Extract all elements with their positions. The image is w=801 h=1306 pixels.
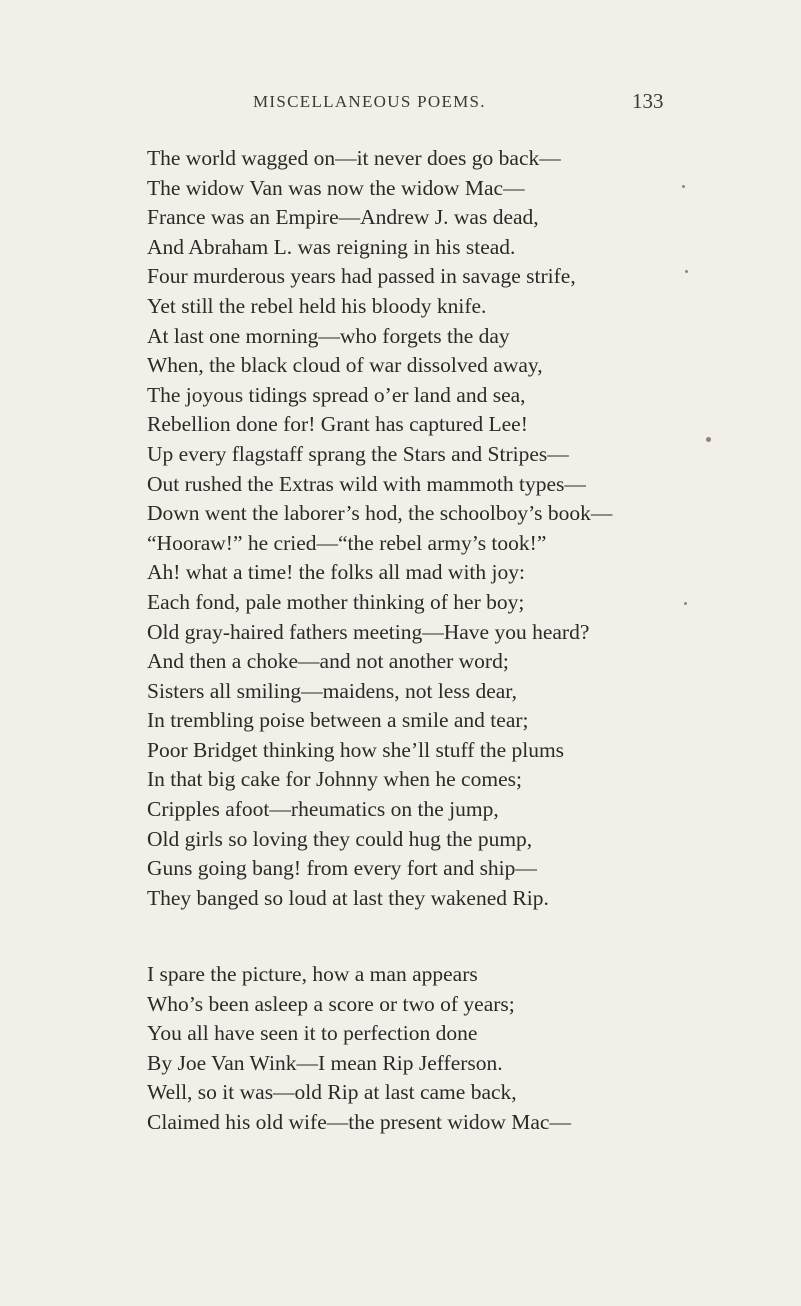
poem-line: Sisters all smiling—maidens, not less dear,: [147, 678, 517, 703]
poem-line: Four murderous years had passed in savage strife,: [147, 264, 576, 289]
poem-line: Claimed his old wife—the present widow Mac—: [147, 1109, 571, 1134]
paper-speck: [706, 437, 711, 442]
poem-line: Who’s been asleep a score or two of years;: [147, 991, 515, 1016]
poem-line: They banged so loud at last they wakened Rip.: [147, 885, 549, 910]
poem-line: And Abraham L. was reigning in his stead.: [147, 234, 516, 259]
poem-line: The widow Van was now the widow Mac—: [147, 175, 525, 200]
poem-line: Old girls so loving they could hug the pump,: [147, 826, 533, 851]
poem-line: Ah! what a time! the folks all mad with joy:: [147, 560, 525, 585]
poem-line: I spare the picture, how a man appears: [147, 962, 478, 986]
poem-line: Well, so it was—old Rip at last came back,: [147, 1080, 517, 1105]
poem-line: Old gray-haired fathers meeting—Have you heard?: [147, 619, 590, 644]
poem-line: Up every flagstaff sprang the Stars and Stripes—: [147, 441, 569, 466]
poem-line: The world wagged on—it never does go back—: [147, 146, 561, 170]
stanza-1: [147, 144, 667, 913]
paper-speck: [685, 270, 688, 273]
paper-speck: [682, 185, 685, 188]
poem-line: Each fond, pale mother thinking of her boy;: [147, 589, 525, 614]
poem-line: In that big cake for Johnny when he comes;: [147, 767, 522, 792]
poem-line: When, the black cloud of war dissolved away,: [147, 353, 543, 378]
page-number: 133: [632, 89, 664, 113]
running-head: MISCELLANEOUS POEMS.: [253, 92, 486, 111]
poem-line: Cripples afoot—rheumatics on the jump,: [147, 797, 499, 822]
poem-line: At last one morning—who forgets the day: [147, 323, 510, 348]
poem-line: Rebellion done for! Grant has captured Lee!: [147, 412, 528, 437]
poem-line: “Hooraw!” he cried—“the rebel army’s took!”: [147, 530, 547, 555]
poem-line: In trembling poise between a smile and tear;: [147, 708, 529, 733]
poem-line: The joyous tidings spread o’er land and sea,: [147, 382, 526, 407]
paper-speck: [684, 602, 687, 605]
poem-line: France was an Empire—Andrew J. was dead,: [147, 205, 539, 230]
poem-line: Poor Bridget thinking how she’ll stuff the plums: [147, 737, 565, 762]
stanza-2: [147, 960, 667, 1138]
poem-line: Down went the laborer’s hod, the schoolboy’s book—: [147, 501, 613, 526]
poem-line: Yet still the rebel held his bloody knife.: [147, 293, 487, 318]
poem-line: You all have seen it to perfection done: [147, 1021, 478, 1046]
poem-line: And then a choke—and not another word;: [147, 649, 509, 674]
poem-line: Out rushed the Extras wild with mammoth types—: [147, 471, 586, 496]
poem-line: By Joe Van Wink—I mean Rip Jefferson.: [147, 1050, 503, 1075]
poem-line: Guns going bang! from every fort and ship—: [147, 856, 537, 881]
